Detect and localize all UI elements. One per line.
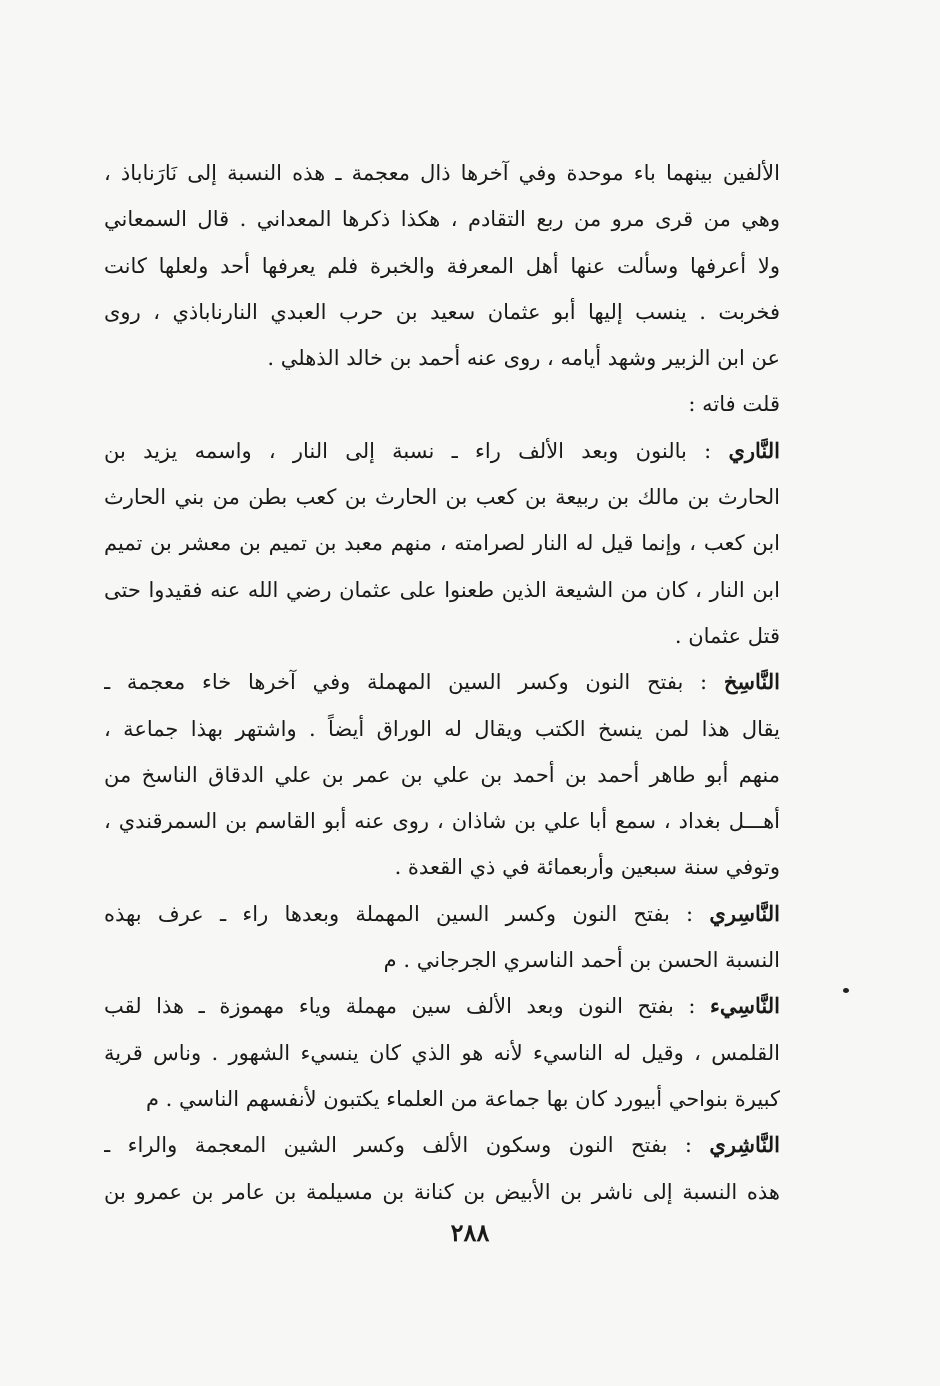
line-text: ابن كعب ، وإنما قيل له النار لصرامته ، منهم معبد بن تميم بن معشر بن تميم: [104, 531, 780, 556]
line-text: ولا أعرفها وسألت عنها أهل المعرفة والخبرة فلم يعرفها أحد ولعلها كانت: [104, 253, 780, 278]
entry-heading: النَّاسِري: [709, 900, 780, 926]
line-text: : بفتح النون وسكون الألف وكسر الشين المعجمة والراء ـ: [104, 1133, 710, 1158]
line-text: : بفتح النون وكسر السين المهملة وبعدها راء ـ عرف بهذه: [104, 901, 710, 926]
text-line: [104, 150, 780, 196]
text-line: [104, 937, 780, 983]
text-line: [104, 1076, 780, 1122]
text-line: [104, 243, 780, 289]
line-text: كبيرة بنواحي أبيورد كان بها جماعة من العلماء يكتبون لأنفسهم الناسي . م: [145, 1086, 780, 1111]
line-text: فخربت . ينسب إليها أبو عثمان سعيد بن حرب العبدي النارناباذي ، روى: [104, 299, 780, 324]
line-text: عن ابن الزبير وشهد أيامه ، روى عنه أحمد بن خالد الذهلي .: [267, 346, 780, 371]
entry-heading: النَّاشِري: [709, 1132, 780, 1158]
line-text: الحارث بن مالك بن ربيعة بن كعب بن الحارث بن كعب بطن من بني الحارث: [104, 485, 780, 510]
line-text: قتل عثمان .: [674, 623, 780, 648]
line-text: : بالنون وبعد الألف راء ـ نسبة إلى النار ، واسمه يزيد بن: [104, 438, 729, 463]
line-text: النسبة الحسن بن أحمد الناسري الجرجاني . م: [383, 948, 780, 973]
entry-heading: النَّاسِيء: [710, 993, 780, 1019]
text-line: [104, 567, 780, 613]
text-line: [104, 659, 780, 705]
page-number: ٢٨٨: [450, 1218, 490, 1247]
text-line: [104, 1169, 780, 1215]
line-text: : بفتح النون وكسر السين المهملة وفي آخرها خاء معجمة ـ: [104, 670, 724, 695]
text-line: [104, 474, 780, 520]
line-text: القلمس ، وقيل له الناسيء لأنه هو الذي كان ينسيء الشهور . وناس قرية: [104, 1040, 780, 1065]
text-line: [104, 1122, 780, 1168]
text-line: [104, 798, 780, 844]
line-text: وهي من قرى مرو من ربع التقادم ، هكذا ذكرها المعداني . قال السمعاني: [104, 207, 780, 232]
text-line: [104, 844, 780, 890]
line-text: أهـــل بغداد ، سمع أبا علي بن شاذان ، روى عنه أبو القاسم بن السمرقندي ،: [104, 809, 780, 834]
text-line: [104, 613, 780, 659]
text-line: [104, 196, 780, 242]
text-line: [104, 752, 780, 798]
line-text: الألفين بينهما باء موحدة وفي آخرها ذال معجمة ـ هذه النسبة إلى نَارَناباذ ،: [104, 161, 780, 185]
line-text: وتوفي سنة سبعين وأربعمائة في ذي القعدة .: [394, 855, 780, 880]
text-line: [104, 706, 780, 752]
line-text: هذه النسبة إلى ناشر بن الأبيض بن كنانة بن مسيلمة بن عامر بن عمرو بن: [104, 1179, 780, 1204]
line-text: : بفتح النون وبعد الألف سين مهملة وياء مهموزة ـ هذا لقب: [104, 994, 711, 1019]
text-line: [104, 289, 780, 335]
text-line: [104, 335, 780, 381]
text-line: [104, 520, 780, 566]
body-text: [104, 150, 780, 1215]
text-line: [104, 381, 780, 427]
text-line: [104, 428, 780, 474]
ink-speck: [843, 988, 849, 993]
line-text: يقال هذا لمن ينسخ الكتب ويقال له الوراق أيضاً . واشتهر بهذا جماعة ،: [104, 716, 780, 741]
entry-heading: النَّاري: [728, 437, 780, 463]
entry-heading: النَّاسِخ: [723, 669, 780, 695]
line-text: منهم أبو طاهر أحمد بن أحمد بن علي بن عمر بن علي الدقاق الناسخ من: [104, 762, 780, 787]
line-text: قلت فاته :: [688, 392, 780, 417]
line-text: ابن النار ، كان من الشيعة الذين طعنوا على عثمان رضي الله عنه فقيدوا حتى: [104, 577, 780, 602]
text-line: [104, 983, 780, 1029]
text-line: [104, 891, 780, 937]
text-line: [104, 1030, 780, 1076]
